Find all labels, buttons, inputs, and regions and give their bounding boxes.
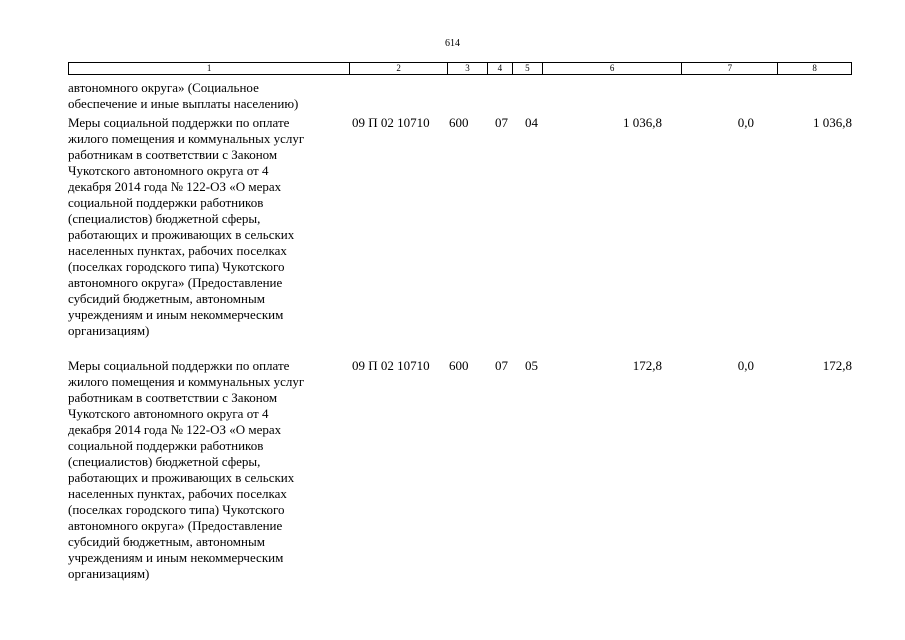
description-line: организациям) <box>68 566 150 581</box>
description-line: Чукотского автономного округа от 4 <box>68 163 269 178</box>
description-line: жилого помещения и коммунальных услуг <box>68 374 305 389</box>
column-header-7: 7 <box>682 63 778 74</box>
table-header-row <box>68 62 852 75</box>
description-line: работникам в соответствии с Законом <box>68 147 278 162</box>
section-cell: 07 <box>495 358 508 373</box>
description-line: обеспечение и иные выплаты населению) <box>68 96 299 111</box>
description-line: субсидий бюджетным, автономным <box>68 291 265 306</box>
description-line: организациям) <box>68 323 150 338</box>
page-number: 614 <box>445 38 460 49</box>
table-row-description <box>68 115 350 339</box>
subsection-cell: 05 <box>525 358 538 373</box>
target-code-cell: 09 П 02 10710 <box>352 358 430 373</box>
total-cell: 172,8 <box>822 358 852 373</box>
column-header-1: 1 <box>69 63 350 74</box>
change-cell: 0,0 <box>737 358 754 373</box>
description-line: жилого помещения и коммунальных услуг <box>68 131 305 146</box>
table-row-description <box>68 358 350 582</box>
description-line: социальной поддержки работников <box>68 438 264 453</box>
description-line: декабря 2014 года № 122-ОЗ «О мерах <box>68 179 282 194</box>
description-line: автономного округа» (Социальное <box>68 80 259 95</box>
description-line: (специалистов) бюджетной сферы, <box>68 454 261 469</box>
total-cell: 1 036,8 <box>813 115 852 130</box>
column-header-6: 6 <box>543 63 683 74</box>
description-line: Меры социальной поддержки по оплате <box>68 115 290 130</box>
description-line: работникам в соответствии с Законом <box>68 390 278 405</box>
amount-cell: 172,8 <box>632 358 662 373</box>
description-line: населенных пунктах, рабочих поселках <box>68 243 287 258</box>
column-header-2: 2 <box>350 63 448 74</box>
amount-cell: 1 036,8 <box>623 115 662 130</box>
description-line: Чукотского автономного округа от 4 <box>68 406 269 421</box>
description-line: субсидий бюджетным, автономным <box>68 534 265 549</box>
description-line: автономного округа» (Предоставление <box>68 275 283 290</box>
description-line: Меры социальной поддержки по оплате <box>68 358 290 373</box>
description-line: работающих и проживающих в сельских <box>68 227 295 242</box>
change-cell: 0,0 <box>737 115 754 130</box>
continuation-description <box>68 80 350 112</box>
description-line: (специалистов) бюджетной сферы, <box>68 211 261 226</box>
description-line: автономного округа» (Предоставление <box>68 518 283 533</box>
description-line: учреждениям и иным некоммерческим <box>68 307 284 322</box>
section-cell: 07 <box>495 115 508 130</box>
column-header-3: 3 <box>448 63 488 74</box>
description-line: декабря 2014 года № 122-ОЗ «О мерах <box>68 422 282 437</box>
subsection-cell: 04 <box>525 115 538 130</box>
column-header-4: 4 <box>488 63 513 74</box>
column-header-5: 5 <box>513 63 543 74</box>
description-line: работающих и проживающих в сельских <box>68 470 295 485</box>
column-header-8: 8 <box>812 63 817 73</box>
description-line: социальной поддержки работников <box>68 195 264 210</box>
expense-type-cell: 600 <box>449 358 469 373</box>
description-line: населенных пунктах, рабочих поселках <box>68 486 287 501</box>
description-line: (поселках городского типа) Чукотского <box>68 259 285 274</box>
description-line: учреждениям и иным некоммерческим <box>68 550 284 565</box>
target-code-cell: 09 П 02 10710 <box>352 115 430 130</box>
description-line: (поселках городского типа) Чукотского <box>68 502 285 517</box>
expense-type-cell: 600 <box>449 115 469 130</box>
